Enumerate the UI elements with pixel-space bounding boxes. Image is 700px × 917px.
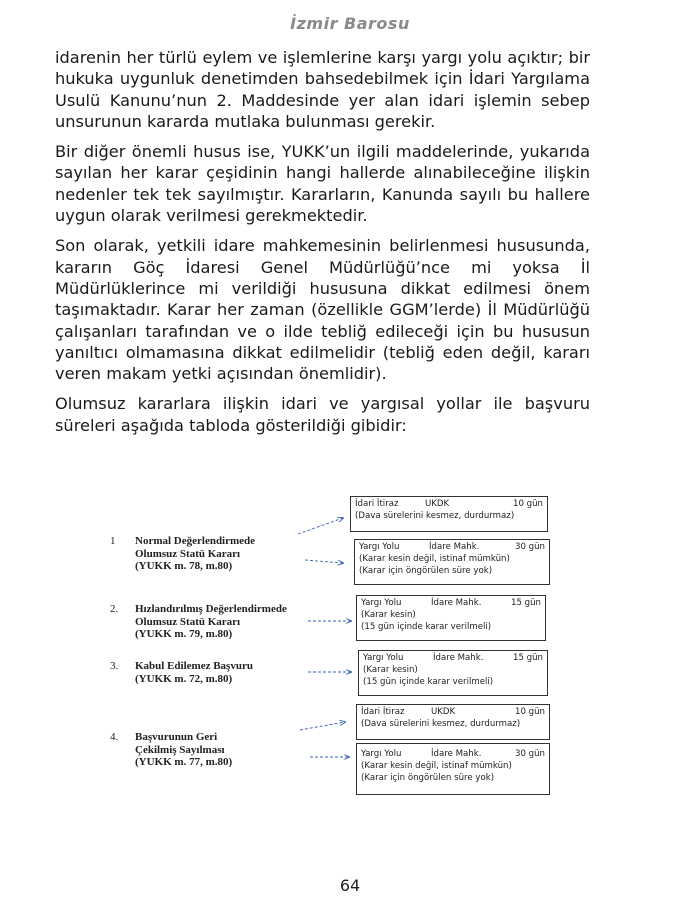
remedy-deadline: 30 gün [514,542,545,552]
remedy-box-judicial [358,650,548,696]
remedy-note: (Karar kesin değil, istinaf mümkün) [361,761,512,771]
remedy-note: (Karar için öngörülen süre yok) [361,773,495,783]
item-line: Hızlandırılmış Değerlendirmede [135,603,287,615]
remedy-type: Yargı Yolu [361,749,402,759]
paragraph: idarenin her türlü eylem ve işlemlerine karşı yargı yolu açıktır; bir hukuka uygunluk denetimden bahsedebilmek için İdari Yargılama Usulü Kanunu’nun 2. Maddesinde yer alan idari işlemin sebep unsurunun kararda mutlaka bulunması gerekir. [55,48,590,131]
remedy-type: İdari İtiraz [361,707,405,717]
remedy-deadline: 15 gün [510,598,541,608]
remedy-deadline: 10 gün [514,707,545,717]
paragraph: Bir diğer önemli husus ise, YUKK’un ilgili maddelerinde, yukarıda sayılan her karar çeşidinin hangi hallerde alınabileceğine ilişkin nedenler tek tek sayılmıştır. Kararların, Kanunda sayılı bu hallere uygun olarak verilmesi gerekmektedir. [55,142,590,226]
appeal-procedures-diagram [105,490,565,820]
remedy-authority: İdare Mahk. [431,598,482,608]
item-line: Normal Değerlendirmede [135,535,256,547]
item-number: 3. [110,660,119,672]
paragraph: Son olarak, yetkili idare mahkemesinin belirlenmesi hususunda, kararın Göç İdaresi Genel Müdürlüğü’nce mi yoksa İl Müdürlüklerince mi verildiği hususuna dikkat edilmesi önem taşımaktadır. Karar her zaman (özellikle GGM’lerde) İl Müdürlüğü çalışanları tarafından ve o ilde tebliğ edileceği için bu hususun yanıltıcı olmamasına dikkat edilmelidir (tebliğ eden değil, kararı veren makam yetki açısından önemlidir). [55,236,590,384]
remedy-type: Yargı Yolu [359,542,400,552]
remedy-deadline: 15 gün [512,653,543,663]
remedy-type: Yargı Yolu [363,653,404,663]
paragraph: Olumsuz kararlara ilişkin idari ve yargısal yollar ile başvuru süreleri aşağıda tabloda gösterildiği gibidir: [55,394,590,435]
remedy-note: (Dava sürelerini kesmez, durdurmaz) [361,719,521,729]
remedy-box-admin-objection [356,704,550,740]
item-line: (YUKK m. 78, m.80) [135,560,233,572]
remedy-note: (Karar kesin) [363,665,418,675]
remedy-note: (Karar kesin değil, istinaf mümkün) [359,554,510,564]
remedy-note: (15 gün içinde karar verilmeli) [361,622,492,632]
item-line: Kabul Edilemez Başvuru [135,660,253,672]
arrow [298,518,343,534]
remedy-authority: İdare Mahk. [431,749,482,759]
remedy-authority: İdare Mahk. [433,653,484,663]
remedy-authority: İdare Mahk. [429,542,480,552]
remedy-box-judicial [356,743,550,795]
remedy-deadline: 10 gün [512,499,543,509]
remedy-box-admin-objection [350,496,548,532]
remedy-note: (Karar için öngörülen süre yok) [359,566,493,576]
item-number: 4. [110,731,119,743]
item-line: (YUKK m. 79, m.80) [135,628,233,640]
remedy-deadline: 30 gün [514,749,545,759]
item-line: Olumsuz Statü Kararı [135,615,241,628]
item-line: Başvurunun Geri [135,731,218,743]
remedy-note: (15 gün içinde karar verilmeli) [363,677,494,687]
item-number: 2. [110,603,119,615]
remedy-box-judicial [354,539,550,585]
remedy-note: (Dava sürelerini kesmez, durdurmaz) [355,511,515,521]
body-text [55,47,590,445]
remedy-type: Yargı Yolu [361,598,402,608]
item-number: 1 [110,535,116,547]
remedy-box-judicial [356,595,546,641]
remedy-authority: UKDK [425,499,450,509]
page-number: 64 [339,876,361,895]
item-line: Çekilmiş Sayılması [135,743,225,756]
running-header: İzmir Barosu [290,14,410,33]
item-line: (YUKK m. 77, m.80) [135,756,233,768]
item-line: Olumsuz Statü Kararı [135,547,241,560]
remedy-type: İdari İtiraz [355,499,399,509]
remedy-authority: UKDK [431,707,456,717]
arrow [305,560,343,563]
arrow [300,722,345,730]
remedy-note: (Karar kesin) [361,610,416,620]
item-line: (YUKK m. 72, m.80) [135,672,233,685]
